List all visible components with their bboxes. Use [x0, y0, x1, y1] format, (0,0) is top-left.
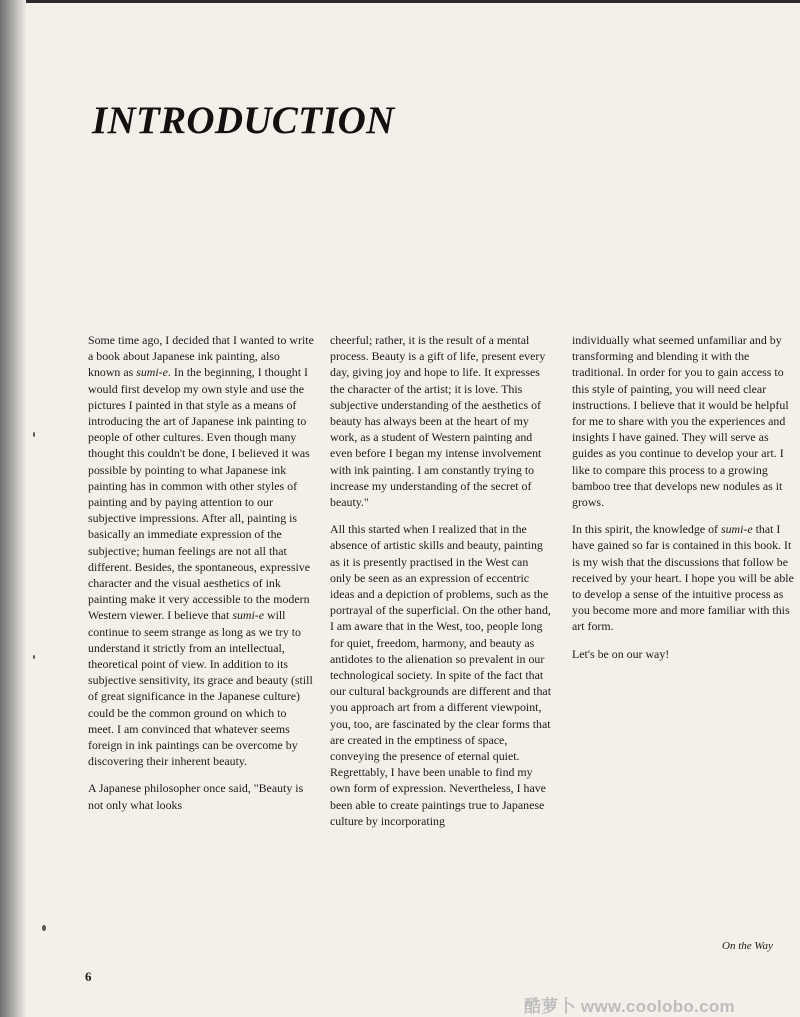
text-column-1	[88, 332, 314, 824]
ink-speck	[42, 925, 46, 931]
paragraph: Let's be on our way!	[572, 646, 670, 661]
paragraph: Some time ago, I decided that I wanted to write a book about Japanese ink painting, also known as sumi-e. In the beginning, I thought I would first develop my own style and use the pictures I painted in that style as a means of introducing the art of Japanese ink painting to people of other cultures. Even though many thought this couldn't be done, I believed it was possible by pointing to what Japanese ink painting has in common with other styles of painting and by paying attention to our subjective impressions. After all, painting is basically an immediate expression of the subjective; human feelings are not all that different. Besides, the spontaneous, expressive character and the visual aesthetics of ink painting make it very accessible to the modern Western viewer. I believe that sumi-e will continue to seem strange as long as we try to understand it strictly from an intellectual, theoretical point of view. In addition to its subjective sensitivity, its grace and beauty (still of great significance in the Japanese culture) could be the common ground on which to meet. I am convinced that whatever seems foreign in ink paintings can be overcome by discovering their inherent beauty.	[88, 333, 314, 769]
running-footer: On the Way	[722, 940, 773, 952]
text-column-3	[572, 332, 798, 673]
book-spine-shadow	[0, 0, 26, 1017]
italic-term: sumi-e	[136, 365, 168, 380]
page-title: INTRODUCTION	[92, 99, 395, 142]
paragraph: A Japanese philosopher once said, "Beauty is not only what looks	[88, 781, 304, 812]
paragraph: cheerful; rather, it is the result of a mental process. Beauty is a gift of life, present every day, giving joy and hope to life. It expresses the character of the artist; it is love. This subjective understanding of the aesthetics of beauty has always been at the heart of my work, as a student of Western painting and even before I began my intense involvement with ink painting. I am constantly trying to increase my understanding of the secret of beauty."	[330, 333, 546, 510]
text-column-2	[330, 332, 552, 840]
paragraph: All this started when I realized that in the absence of artistic skills and beauty, painting as it is presently practised in the West can only be seen as an expression of eccentric ideas and a depiction of problems, such as the portrayal of the superficial. On the other hand, I am aware that in the West, too, people long for quiet, freedom, harmony, and beauty as antidotes to the alienation so prevalent in our technological society. In spite of the fact that our cultural backgrounds are different and that you approach art from a different viewpoint, you, too, are fascinated by the clear forms that are created in the emptiness of space, conveying the presence of eternal quiet. Regrettably, I have been unable to find my own form of expression. Nevertheless, I have been able to create paintings true to Japanese culture by incorporating	[330, 522, 551, 828]
paragraph: individually what seemed unfamiliar and by transforming and blending it with the traditional. In order for you to gain access to this style of painting, you will need clear instructions. I believe that it would be helpful for me to share with you the experiences and insights I have gained. They will serve as guides as you continue to develop your art. I like to compare this process to a growing bamboo tree that develops new nodules as it grows.	[572, 333, 789, 510]
page-number: 6	[85, 969, 92, 984]
ink-speck	[33, 655, 35, 659]
page-top-edge	[0, 0, 800, 3]
watermark: 酷萝卜 www.coolobo.com	[524, 997, 735, 1016]
italic-term: sumi-e	[232, 608, 265, 623]
paragraph: In this spirit, the knowledge of sumi-e that I have gained so far is contained in this book. It is my wish that the discussions that follow be received by your heart. I hope you will be able to develop a sense of the intuitive process as you become more and more familiar with this art form.	[572, 522, 794, 634]
ink-speck	[33, 432, 35, 437]
italic-term: sumi-e	[720, 522, 753, 537]
